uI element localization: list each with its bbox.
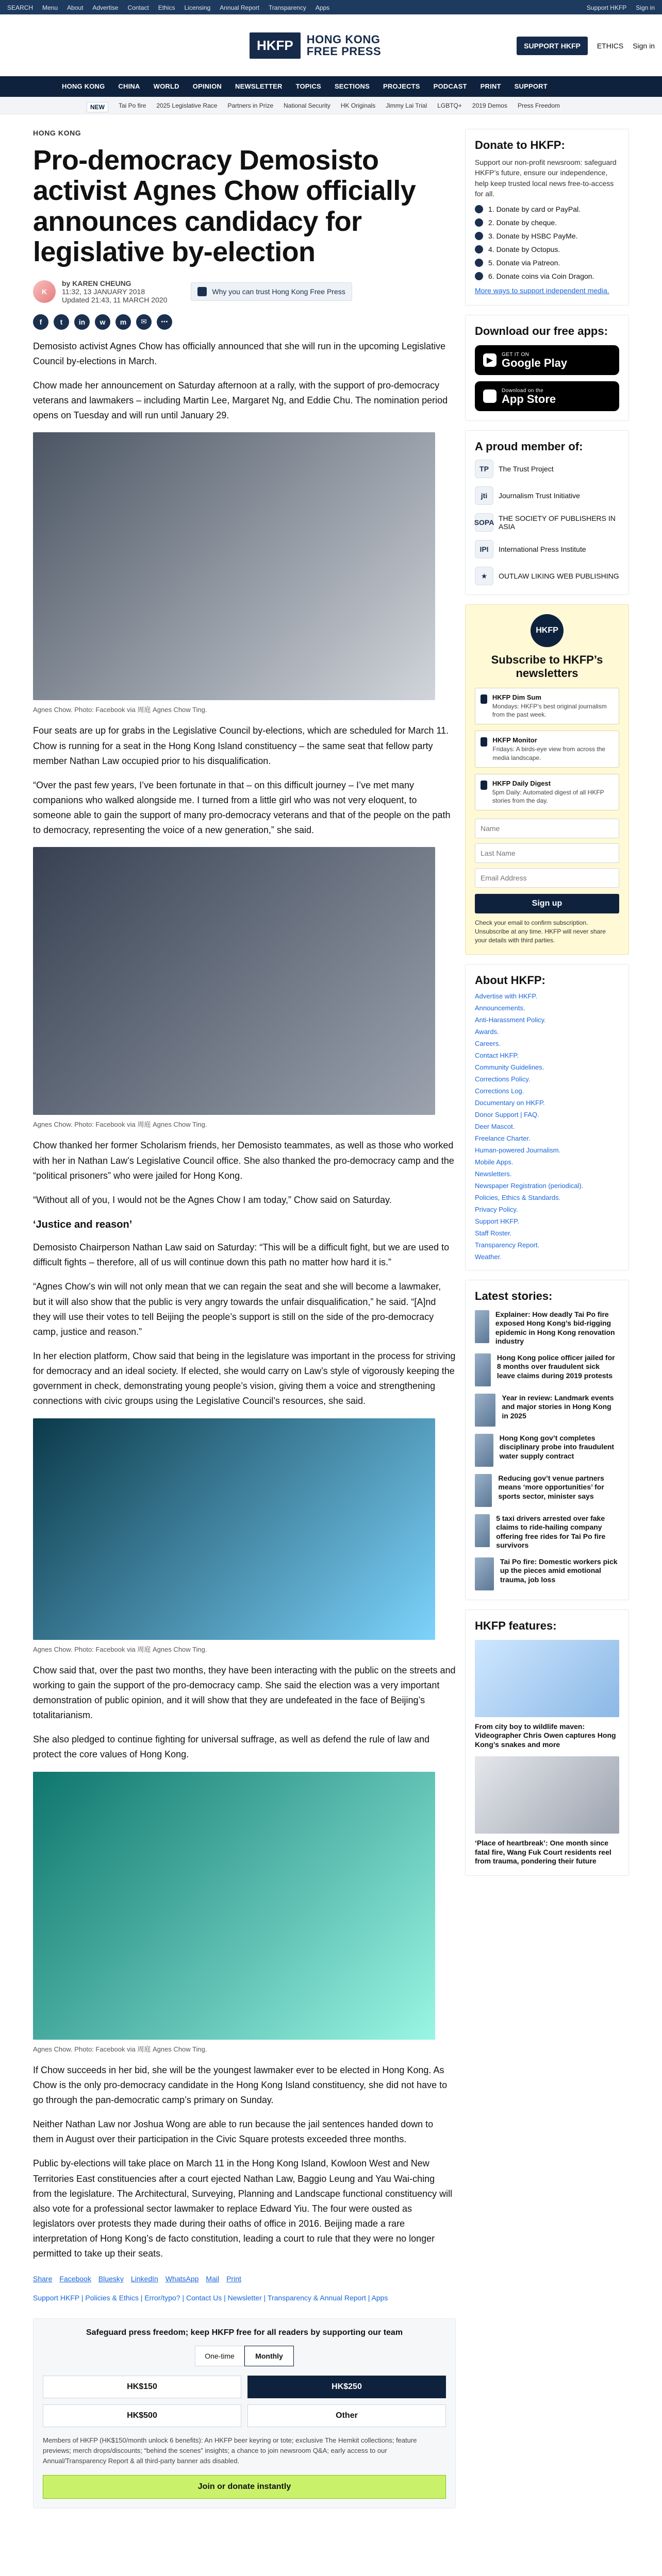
donate-option-1[interactable] [475, 205, 619, 213]
donate-title: Donate to HKFP: [475, 139, 565, 151]
about-title: About HKFP: [475, 973, 545, 987]
about-item[interactable]: Staff Roster. [475, 1229, 512, 1237]
article-photo-4 [33, 1772, 435, 2040]
donation-amount-grid [43, 2376, 446, 2427]
latest-item[interactable] [475, 1310, 619, 1346]
last-name-input[interactable] [475, 843, 619, 863]
latest-thumb [475, 1514, 490, 1547]
latest-item[interactable] [475, 1474, 619, 1507]
article-paragraph-13: Neither Nathan Law nor Joshua Wong are able to run because the jail sentences handed down to them in August over their participation in the Civic Square protests exceeded three months. [33, 2119, 434, 2145]
topbar-annual-report-link[interactable]: Annual Report [220, 4, 259, 11]
article-photo-3 [33, 1418, 435, 1640]
member-sopa[interactable] [475, 513, 619, 532]
sopa-icon: SOPA [475, 513, 493, 532]
subnav-item-5[interactable]: Jimmy Lai Trial [386, 102, 427, 109]
cheque-icon [475, 218, 483, 227]
about-item[interactable]: Newspaper Registration (periodical). [475, 1181, 584, 1190]
logo-text-line-1: HONG KONG [306, 32, 380, 46]
about-item[interactable]: Corrections Log. [475, 1087, 524, 1095]
article-paragraph-8: “Agnes Chow’s win will not only mean that we can regain the seat and she will become a lawmaker, but it will also show that the public is very angry towards the unfair disqualification,” he said. “[A]nd they will use their votes to tell Beijing the people’s support is still on the side of the pro-democracy camp, justice and reason.” [33, 1281, 441, 1337]
latest-headline: Hong Kong gov’t completes disciplinary probe into fraudulent water supply contract [499, 1433, 615, 1460]
nav-world[interactable]: WORLD [153, 82, 179, 90]
about-item[interactable]: Support HKFP. [475, 1217, 519, 1225]
app-store-badge[interactable] [475, 381, 619, 411]
messenger-icon[interactable]: m [115, 314, 131, 330]
donation-frequency-toggle [43, 2346, 446, 2366]
new-tag: NEW [87, 102, 108, 112]
subnav-item-3[interactable]: National Security [284, 102, 330, 109]
nav-podcast[interactable]: PODCAST [433, 82, 467, 90]
member-title: A proud member of: [475, 440, 583, 453]
member-list [475, 460, 619, 585]
about-card [465, 964, 629, 1270]
donate-options [475, 205, 619, 280]
about-list [475, 992, 619, 1261]
donate-text: Support our non-profit newsroom: safeguard HKFP’s future, ensure our independence, help keep trusted local news free-to-access for all. [475, 158, 617, 198]
support-utility-line[interactable]: Support HKFP | Policies & Ethics | Error/typo? | Contact Us | Newsletter | Transparency & Annual Report | Apps [33, 2294, 388, 2302]
nav-support[interactable]: SUPPORT [514, 82, 548, 90]
share-link-print[interactable]: Print [226, 2275, 241, 2283]
author-avatar: K [33, 280, 56, 303]
article-photo-2 [33, 847, 435, 1115]
article-paragraph-2: Chow made her announcement on Saturday afternoon at a rally, with the support of pro-democracy veterans and lawmakers – including Martin Lee, Margaret Ng, and Eddie Chu. The nomination period opens on Tuesday and will run until January 29. [33, 380, 448, 421]
app-store-text [502, 388, 556, 405]
topbar-licensing-link[interactable]: Licensing [184, 4, 211, 11]
article-meta [33, 279, 456, 304]
top-utility-right [587, 4, 655, 11]
toggle-monthly[interactable]: Monthly [244, 2346, 294, 2366]
newsletter-title: Subscribe to HKFP’s newsletters [491, 653, 603, 680]
octopus-icon [475, 245, 483, 253]
nav-hong-kong[interactable]: HONG KONG [62, 82, 105, 90]
nav-projects[interactable]: PROJECTS [383, 82, 420, 90]
about-item[interactable]: Deer Mascot. [475, 1122, 515, 1130]
donate-option-3-label: 3. Donate by HSBC PayMe. [488, 232, 578, 241]
feature-image[interactable] [475, 1640, 619, 1717]
ipi-icon: IPI [475, 540, 493, 558]
jti-icon: jti [475, 486, 493, 505]
support-hkfp-button[interactable]: SUPPORT HKFP [517, 37, 588, 55]
nav-opinion[interactable]: OPINION [192, 82, 222, 90]
apple-icon [483, 389, 496, 403]
logo-text [307, 33, 381, 57]
share-icons-row [33, 314, 456, 330]
topbar-about-link[interactable]: About [67, 4, 84, 11]
spacer [475, 453, 619, 460]
share-link-linkedin[interactable]: LinkedIn [130, 2275, 158, 2283]
share-link-whatsapp[interactable]: WhatsApp [165, 2275, 199, 2283]
coin-dragon-icon [475, 272, 483, 280]
spacer [465, 1600, 629, 1609]
sidebar [465, 129, 629, 1876]
latest-headline: Explainer: How deadly Tai Po fire exposed Hong Kong’s bid-rigging epidemic in Hong Kong renovation industry [495, 1310, 615, 1346]
checkbox-icon [481, 694, 487, 704]
nav-china[interactable]: CHINA [118, 82, 140, 90]
article-paragraph-3: Four seats are up for grabs in the Legislative Council by-elections, which are scheduled for March 11. Chow is running for a seat in the Hong Kong Island constituency – the same seat that fellow party member Nathan Law occupied prior to his disqualification. [33, 725, 449, 766]
facebook-icon[interactable]: f [33, 314, 48, 330]
topbar-ethics-link[interactable]: Ethics [158, 4, 175, 11]
member-trust-project-label: The Trust Project [499, 465, 554, 473]
latest-headline: Year in review: Landmark events and major stories in Hong Kong in 2025 [502, 1393, 614, 1420]
share-links-row [33, 2275, 456, 2283]
about-item[interactable]: Community Guidelines. [475, 1063, 544, 1071]
subnav-item-0[interactable]: Tai Po fire [119, 102, 146, 109]
article-title: Pro-democracy Demosisto activist Agnes Chow officially announces candidacy for legislative by-election [33, 145, 416, 268]
checkbox-icon [481, 737, 487, 747]
share-link-bluesky[interactable]: Bluesky [98, 2275, 124, 2283]
join-donate-button[interactable]: Join or donate instantly [43, 2475, 446, 2499]
about-item[interactable]: Awards. [475, 1027, 499, 1036]
donate-option-4[interactable] [475, 245, 619, 253]
support-title-text: Safeguard press freedom; keep HKFP free for all readers by supporting our team [86, 2328, 403, 2337]
latest-title: Latest stories: [475, 1289, 553, 1302]
newsletter-fields [475, 819, 619, 888]
feature-headline[interactable]: From city boy to wildlife maven: Videographer Chris Owen captures Hong Kong’s snakes and more [475, 1722, 616, 1749]
header-signin-link[interactable]: Sign in [633, 42, 655, 50]
newsletter-digest[interactable] [475, 774, 619, 810]
shield-icon [197, 287, 207, 296]
amount-250[interactable]: HK$250 [247, 2376, 446, 2398]
newsletter-dim-sum[interactable] [475, 688, 619, 724]
hkfp-badge: HKFP [531, 614, 564, 647]
patreon-icon [475, 259, 483, 267]
about-item[interactable]: Documentary on HKFP. [475, 1098, 545, 1107]
email-input[interactable] [475, 868, 619, 888]
donate-option-4-label: 4. Donate by Octopus. [488, 245, 560, 254]
about-item[interactable]: Careers. [475, 1039, 501, 1047]
apps-card [465, 315, 629, 421]
photo-caption-3: Agnes Chow. Photo: Facebook via 周庭 Agnes Chow Ting. [33, 1645, 207, 1653]
about-item[interactable]: Policies, Ethics & Standards. [475, 1193, 561, 1201]
member-card [465, 430, 629, 595]
nav-print[interactable]: PRINT [480, 82, 501, 90]
nav-topics[interactable]: TOPICS [295, 82, 321, 90]
outlaw-icon: ★ [475, 567, 493, 585]
features-card [465, 1609, 629, 1876]
article-paragraph-10: Chow said that, over the past two months, they have been interacting with the public on the streets and working to gain the support of the pro-democracy camp. She said the election was a very important demonstration of public opinion, and it will show that they are undefeated in the face of Beijing’s totalitarianism. [33, 1665, 456, 1721]
amount-150[interactable]: HK$150 [43, 2376, 241, 2398]
topbar-support-link[interactable]: Support HKFP [586, 4, 627, 11]
member-sopa-label: THE SOCIETY OF PUBLISHERS IN ASIA [499, 514, 616, 531]
member-outlaw[interactable] [475, 567, 619, 585]
newsletter-monitor[interactable] [475, 731, 619, 767]
article-paragraph-11: She also pledged to continue fighting for universal suffrage, as well as defend the rule of law and protect the core values of Hong Kong. [33, 1734, 430, 1760]
latest-card [465, 1280, 629, 1600]
app-store-small: Download on the [502, 387, 544, 394]
latest-headline: Hong Kong police officer jailed for 8 months over fraudulent sick leave claims during 2019 protests [496, 1353, 615, 1380]
trust-tip-label: Why you can trust Hong Kong Free Press [212, 287, 345, 296]
donate-option-1-label: 1. Donate by card or PayPal. [488, 205, 581, 214]
spacer [465, 421, 629, 430]
member-ipi-label: International Press Institute [499, 545, 586, 554]
about-item[interactable]: Weather. [475, 1252, 502, 1261]
toggle-one-time[interactable]: One-time [195, 2346, 244, 2366]
feature-headline[interactable]: ‘Place of heartbreak’: One month since fatal fire, Wang Fuk Court residents reel from trauma, pondering their future [475, 1839, 611, 1866]
about-item[interactable]: Newsletters. [475, 1170, 512, 1178]
features-title: HKFP features: [475, 1619, 557, 1632]
newsletter-digest-text [492, 779, 614, 805]
newsletter-monitor-desc: Fridays: A birds-eye view from across the media landscape. [492, 745, 606, 761]
more-icon[interactable]: ⋯ [157, 314, 172, 330]
donate-more[interactable]: More ways to support independent media. [475, 286, 609, 295]
spacer [465, 306, 629, 315]
topbar-contact-link[interactable]: Contact [127, 4, 149, 11]
topbar-transparency-link[interactable]: Transparency [268, 4, 306, 11]
amount-other[interactable]: Other [247, 2404, 446, 2427]
latest-headline: Tai Po fire: Domestic workers pick up the pieces amid emotional trauma, job loss [500, 1557, 618, 1584]
amount-500[interactable]: HK$500 [43, 2404, 241, 2427]
article-paragraph-7: Demosisto Chairperson Nathan Law said on Saturday: “This will be a difficult fight, but we are used to difficult fights – therefore, all of us will continue down this path no matter how hard it is.” [33, 1242, 450, 1268]
member-outlaw-label: OUTLAW LIKING WEB PUBLISHING [499, 572, 619, 581]
feature-image[interactable] [475, 1756, 619, 1834]
secondary-nav-items [87, 102, 560, 112]
newsletter-digest-title: HKFP Daily Digest [492, 779, 551, 787]
latest-headline: 5 taxi drivers arrested over fake claims to ride-hailing company offering free rides for Tai Po fire survivors [496, 1514, 606, 1550]
latest-item[interactable] [475, 1557, 619, 1590]
article-date-2: Updated 21:43, 11 MARCH 2020 [62, 295, 168, 304]
latest-thumb [475, 1310, 489, 1343]
latest-thumb [475, 1474, 492, 1507]
photo-caption-4: Agnes Chow. Photo: Facebook via 周庭 Agnes Chow Ting. [33, 2045, 207, 2053]
support-widget [33, 2318, 456, 2508]
spacer [465, 955, 629, 964]
newsletter-dim-sum-text [492, 693, 614, 719]
twitter-icon[interactable]: t [54, 314, 69, 330]
newsletter-signup-button[interactable]: Sign up [475, 894, 619, 913]
linkedin-icon[interactable]: in [74, 314, 90, 330]
newsletter-options [475, 688, 619, 810]
donate-more-link[interactable] [475, 285, 619, 296]
latest-item[interactable] [475, 1394, 619, 1427]
app-store-big: App Store [502, 392, 556, 405]
share-link-facebook[interactable]: Facebook [59, 2275, 91, 2283]
nav-newsletter[interactable]: NEWSLETTER [235, 82, 283, 90]
article-paragraph-1: Demosisto activist Agnes Chow has officially announced that she will run in the upcoming Legislative Council by-elections in March. [33, 341, 446, 366]
topbar-menu-link[interactable]: Menu [42, 4, 58, 11]
secondary-nav [0, 97, 662, 114]
donate-option-5[interactable] [475, 259, 619, 267]
article-paragraph-4: “Over the past few years, I’ve been fortunate in that – on this difficult journey – I’ve met many companions who walked alongside me. I turned from a little girl who was not very eloquent, to someone able to gain the support of many pro-democracy veterans and that of the people on the path to democracy, representing the voice of a new generation,” she said. [33, 779, 451, 836]
photo-caption-1: Agnes Chow. Photo: Facebook via 周庭 Agnes Chow Ting. [33, 706, 207, 714]
latest-item[interactable] [475, 1514, 619, 1550]
newsletter-dim-sum-title: HKFP Dim Sum [492, 693, 541, 702]
latest-thumb [475, 1394, 495, 1427]
member-ipi[interactable] [475, 540, 619, 558]
latest-headline: Reducing gov’t venue partners means ‘more opportunities’ for sports sector, minister says [498, 1473, 604, 1500]
about-item[interactable]: Corrections Policy. [475, 1075, 531, 1083]
top-utility-bar [0, 0, 662, 14]
topbar-apps-link[interactable]: Apps [315, 4, 330, 11]
newsletter-head [475, 614, 619, 680]
about-item[interactable]: Announcements. [475, 1004, 525, 1012]
author-byline: by KAREN CHEUNG [62, 279, 131, 287]
article-paragraph-14: Public by-elections will take place on March 11 in the Hong Kong Island, Kowloon West and New Territories East constituencies after a court ejected Nathan Law, Baggio Leung and Yau Wai-ching from the legislature. The Architectural, Surveying, Planning and Landscape functional constituency will also vote for a professional sector lawmaker to replace Edward Yiu. The four were ousted as legislators over protests they made during their oaths of office in 2016. Beijing made a rare interpretation of Hong Kong’s de facto constitution, leading a court to rule that they were no longer permitted to take up their seats. [33, 2158, 453, 2259]
google-play-text [502, 352, 567, 369]
photo-caption-2: Agnes Chow. Photo: Facebook via 周庭 Agnes Chow Ting. [33, 1121, 207, 1129]
donate-option-2[interactable] [475, 218, 619, 227]
about-item[interactable]: Anti-Harassment Policy. [475, 1015, 546, 1024]
latest-thumb [475, 1434, 493, 1467]
donate-option-3[interactable] [475, 232, 619, 240]
donate-option-5-label: 5. Donate via Patreon. [488, 259, 560, 267]
nav-sections[interactable]: SECTIONS [334, 82, 370, 90]
member-trust-project[interactable] [475, 460, 619, 478]
top-utility-left [7, 4, 329, 11]
about-item[interactable]: Donor Support | FAQ. [475, 1110, 539, 1118]
newsletter-dim-sum-desc: Mondays: HKFP’s best original journalism from the past week. [492, 703, 607, 719]
article-subheading: ‘Justice and reason’ [33, 1219, 133, 1231]
membership-note: Members of HKFP (HK$150/month unlock 6 benefits): An HKFP beer keyring or tote; exclusive The Hemkit collections; feature previews; merch drops/discounts; “behind the scenes” insights; a chance to join newsroom Q&A; early access to our Annual/Transparency Report & all third-party banner ads disabled. [43, 2436, 417, 2465]
spacer [465, 1270, 629, 1280]
latest-item[interactable] [475, 1353, 619, 1386]
checkbox-icon [481, 781, 487, 790]
google-play-big: Google Play [502, 356, 568, 369]
article-kicker: HONG KONG [33, 129, 81, 137]
author-info [62, 279, 167, 304]
share-link-share[interactable]: Share [33, 2275, 53, 2283]
about-item[interactable]: Transparency Report. [475, 1241, 540, 1249]
donate-option-2-label: 2. Donate by cheque. [488, 218, 557, 227]
subnav-item-2[interactable]: Partners in Prize [227, 102, 274, 109]
subnav-item-4[interactable]: HK Originals [340, 102, 376, 109]
spacer [475, 375, 619, 381]
subnav-item-7[interactable]: 2019 Demos [472, 102, 507, 109]
ethics-link[interactable]: ETHICS [597, 42, 624, 50]
spacer [465, 595, 629, 604]
subnav-item-6[interactable]: LGBTQ+ [437, 102, 462, 109]
whatsapp-icon[interactable]: w [95, 314, 110, 330]
about-item[interactable]: Freelance Charter. [475, 1134, 531, 1142]
share-link-mail[interactable]: Mail [206, 2275, 220, 2283]
logo-box: HKFP [250, 32, 301, 59]
newsletter-monitor-text [492, 736, 614, 761]
article-photo-1 [33, 432, 435, 700]
topbar-advertise-link[interactable]: Advertise [92, 4, 119, 11]
article-paragraph-5: Chow thanked her former Scholarism friends, her Demosisto teammates, as well as those who worked with her in Nathan Law’s Legislative Council office. She also thanked the pro-democracy camp and the “political prisoners” who were jailed for Hong Kong. [33, 1140, 454, 1181]
primary-nav [0, 76, 662, 97]
subnav-item-1[interactable]: 2025 Legislative Race [156, 102, 218, 109]
donate-card [465, 129, 629, 306]
article-paragraph-9: In her election platform, Chow said that being in the legislature was important in the process for striving for democracy and an ideal society. If elected, she would carry on Law’s style of vigorously keeping the government in check, demonstrating young people’s vision, giving them a voice and strengthening connections with civic groups using the Legislative Council’s resources, she said. [33, 1351, 456, 1406]
latest-item[interactable] [475, 1434, 619, 1467]
topbar-signin-link[interactable]: Sign in [636, 4, 655, 11]
newsletter-digest-desc: 5pm Daily: Automated digest of all HKFP stories from the day. [492, 788, 604, 805]
about-item[interactable]: Human-powered Journalism. [475, 1146, 561, 1154]
member-jti-label: Journalism Trust Initiative [499, 492, 580, 500]
header-right-actions [517, 37, 655, 55]
article-main [33, 129, 456, 2509]
trust-project-icon: TP [475, 460, 493, 478]
article-paragraph-6: “Without all of you, I would not be the Agnes Chow I am today,” Chow said on Saturday. [33, 1194, 392, 1205]
about-item[interactable]: Advertise with HKFP. [475, 992, 538, 1000]
google-play-badge[interactable] [475, 345, 619, 375]
google-play-icon: ▶ [483, 353, 496, 367]
newsletter-monitor-title: HKFP Monitor [492, 736, 537, 744]
primary-nav-items [62, 82, 548, 90]
about-item[interactable]: Privacy Policy. [475, 1205, 518, 1213]
member-jti[interactable] [475, 486, 619, 505]
spacer [475, 338, 619, 345]
site-logo[interactable] [250, 30, 412, 61]
mail-icon[interactable]: ✉ [136, 314, 152, 330]
logo-text-line-2: FREE PRESS [306, 45, 382, 58]
donate-option-6[interactable] [475, 272, 619, 280]
article-date-1: 11:32, 13 JANUARY 2018 [62, 287, 145, 296]
google-play-small: GET IT ON [502, 351, 529, 358]
support-widget-title [43, 2328, 446, 2337]
donate-option-6-label: 6. Donate coins via Coin Dragon. [488, 272, 594, 281]
name-input[interactable] [475, 819, 619, 838]
card-icon [475, 205, 483, 213]
site-header [0, 14, 662, 76]
payme-icon [475, 232, 483, 240]
newsletter-card [465, 604, 629, 954]
apps-title: Download our free apps: [475, 325, 608, 338]
about-item[interactable]: Contact HKFP. [475, 1051, 519, 1059]
latest-thumb [475, 1353, 491, 1386]
topbar-search-link[interactable]: SEARCH [7, 4, 34, 11]
newsletter-fine-print: Check your email to confirm subscription. Unsubscribe at any time. HKFP will never share your details with third parties. [475, 919, 606, 944]
about-item[interactable]: Mobile Apps. [475, 1158, 514, 1166]
trust-tip[interactable] [191, 282, 352, 301]
latest-thumb [475, 1557, 494, 1590]
subnav-item-8[interactable]: Press Freedom [517, 102, 560, 109]
article-paragraph-12: If Chow succeeds in her bid, she will be the youngest lawmaker ever to be elected in Hong Kong. As Chow is the only pro-democracy candidate in the Hong Kong Island constituency, she did not have to go through the pan-democratic camp’s primary on Sunday. [33, 2064, 448, 2105]
